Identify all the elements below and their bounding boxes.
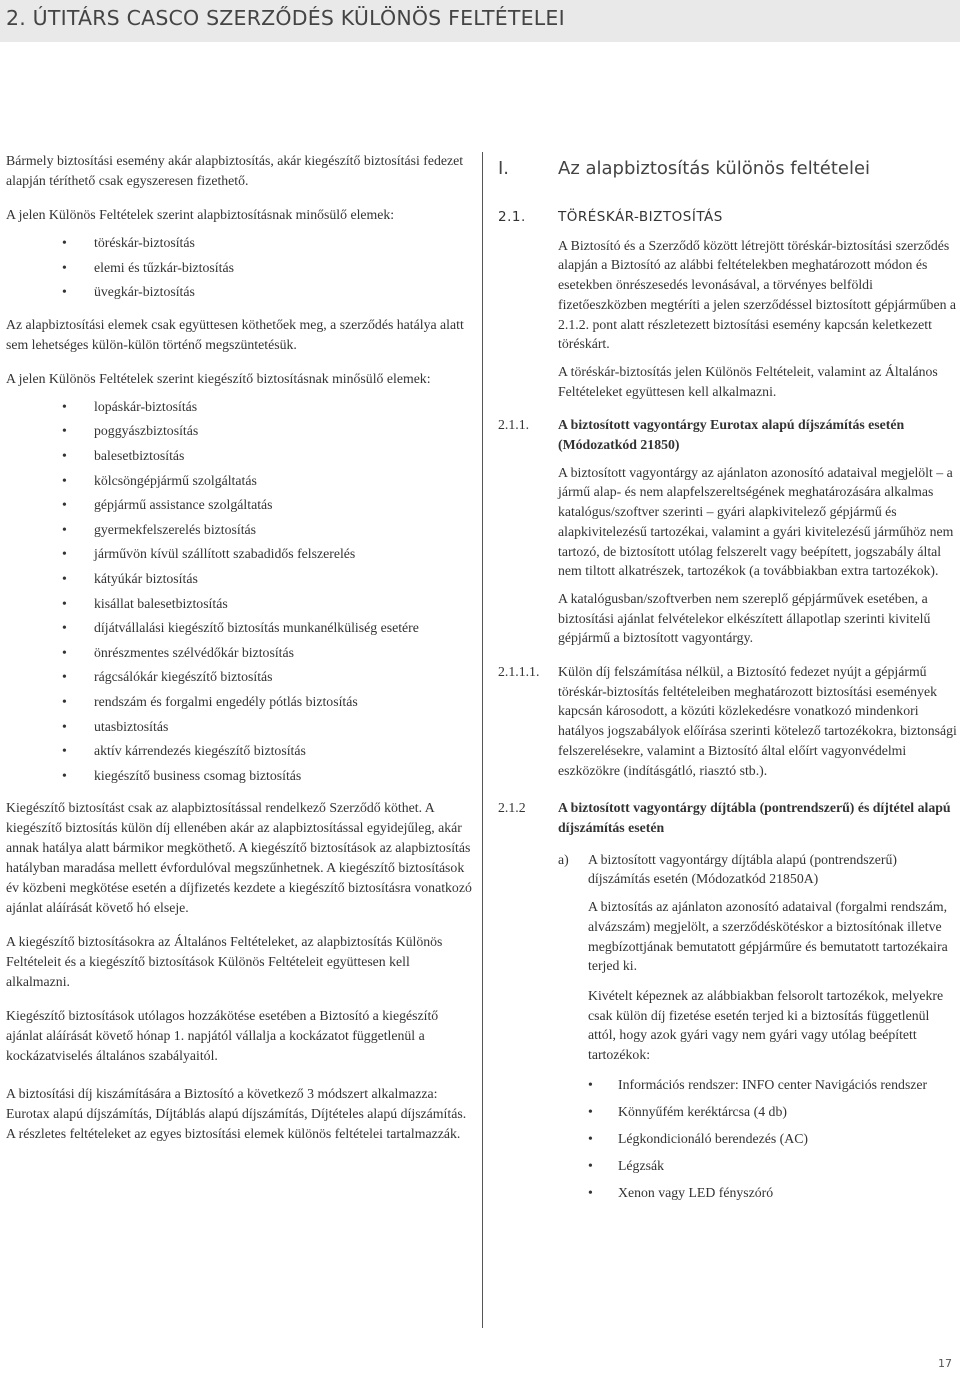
list-item: • utasbiztosítás (6, 715, 472, 740)
paragraph: A kiegészítő biztosításokra az Általános Feltételeket, az alapbiztosítás Különös Feltételeit és a kiegészítő biztosítások Különös Feltételeit együttesen kell alkalmazni. (6, 934, 443, 990)
paragraph: Az alapbiztosítási elemek csak együttesen köthetőek meg, a szerződés hatálya alatt sem lehetséges külön-külön történő megszüntetésük. (6, 316, 464, 352)
clause-a (558, 850, 960, 889)
clause-number: 2.1.1.1. (498, 664, 540, 680)
list-item: • Könnyűfém keréktárcsa (4 db) (588, 1102, 960, 1122)
page-header (0, 0, 960, 42)
list-item: • aktív kárrendezés kiegészítő biztosítás (6, 739, 472, 764)
list-item: • gyermekfelszerelés biztosítás (6, 518, 472, 543)
list-item: • rágcsálókár kiegészítő biztosítás (6, 665, 472, 690)
paragraph: Kiegészítő biztosítások utólagos hozzákötése esetében a Biztosító a kiegészítő ajánlat aláírását követő hónap 1. napjától vállalja a kockázatot függetlenül a kockázatviselés általános szabályaitól. (6, 1008, 439, 1064)
subsection-number: 2.1. (498, 209, 526, 225)
paragraph: A jelen Különös Feltételek szerint alapbiztosításnak minősülő elemek: (6, 207, 395, 222)
clause-number: 2.1.2 (498, 800, 526, 816)
page-number: 17 (938, 1357, 952, 1370)
paragraph: Kiegészítő biztosítást csak az alapbiztosítással rendelkező Szerződő köthet. A kiegészítő biztosítás külön díj ellenében akár az alapbiztosítással egyidejűleg, akár annak hatálya alatt bármikor megköthető. A kiegészítő biztosítások az alapbiztosítás hatályban maradása mellett évfordulóval megszűnhetnek. A kiegészítő biztosítások év közbeni megkötése esetén a díjfizetés kezdete a kiegészítő biztosításra vonatkozó ajánlat aláírását követő hó elseje. (6, 800, 472, 916)
clause-text: Külön díj felszámítása nélkül, a Biztosító fedezet nyújt a gépjármű töréskár-biztosítás feltételeiben meghatározott biztosítási események kapcsán károsodott, a közúti közlekedésre vonatkozó mindenkori hatályos jogszabályok előírása szerinti kötelező tartozékokra, biztonsági felszerelésekre, valamint a Biztosító által előírt vagyonvédelmi eszközökre (indításgátló, riasztó stb.). (558, 664, 957, 778)
paragraph: Kivételt képeznek az alábbiakban felsorolt tartozékok, melyekre csak külön díj fizetése esetén terjed ki a biztosítás függetlenül attól, hogy azok gyári vagy nem gyári vagy utólag beépített tartozékok: (588, 987, 944, 1063)
accessory-list (588, 1075, 960, 1203)
list-item: • Légkondicionáló berendezés (AC) (588, 1129, 960, 1149)
clause-a-body (588, 897, 960, 1203)
paragraph: A biztosítási díj kiszámítására a Biztosító a következő 3 módszert alkalmazza: Eurotax alapú díjszámítás, Díjtáblás alapú díjszámítás, Díjtételes alapú díjszámítás. A részletes feltételeket az egyes biztosítási elemek különös feltételei tartalmazzák. (6, 1086, 467, 1142)
clause-title: A biztosított vagyontárgy díjtábla (pontrendszerű) és díjtétel alapú díjszámítás esetén (558, 800, 951, 835)
section-heading (498, 152, 960, 186)
paragraph: A biztosítás az ajánlaton azonosító adataival (forgalmi rendszám, alvázszám) megjelölt, a szerződéskötéskor a biztosítónak illetve megbízottjának bemutatott gépjárműre és bemutatott tartozékaira terjed ki. (588, 899, 948, 974)
left-column (6, 151, 472, 1144)
clause-letter: a) (558, 851, 569, 867)
list-item: • önrészmentes szélvédőkár biztosítás (6, 641, 472, 666)
supplementary-insurance-list (6, 395, 472, 789)
list-item: • díjátvállalási kiegészítő biztosítás munkanélküliség esetére (6, 616, 472, 641)
subsection-heading (498, 208, 960, 228)
list-item: • töréskár-biztosítás (6, 231, 472, 256)
clause-body (558, 463, 960, 648)
list-item: • kölcsöngépjármű szolgáltatás (6, 469, 472, 494)
section-number: I. (498, 158, 510, 179)
list-item: • járművön kívül szállított szabadidős felszerelés (6, 542, 472, 567)
subsection-body (558, 236, 960, 402)
clause-text: A biztosított vagyontárgy díjtábla alapú (pontrendszerű) díjszámítás esetén (Módozatkód 21850A) (588, 851, 897, 887)
list-item: • üvegkár-biztosítás (6, 280, 472, 305)
list-item: • Légzsák (588, 1156, 960, 1176)
list-item: • gépjármű assistance szolgáltatás (6, 493, 472, 518)
list-item: • kiegészítő business csomag biztosítás (6, 764, 472, 789)
clause-number: 2.1.1. (498, 417, 530, 433)
list-item: • lopáskár-biztosítás (6, 395, 472, 420)
list-item: • kisállat balesetbiztosítás (6, 592, 472, 617)
right-column (498, 152, 960, 1210)
list-item: • poggyászbiztosítás (6, 419, 472, 444)
page-title: 2. ÚTITÁRS CASCO SZERZŐDÉS KÜLÖNÖS FELTÉTELEI (6, 6, 565, 30)
list-item: • Információs rendszer: INFO center Navigációs rendszer (588, 1075, 960, 1095)
clause-title: A biztosított vagyontárgy Eurotax alapú díjszámítás esetén (Módozatkód 21850) (558, 417, 905, 453)
list-item: • elemi és tűzkár-biztosítás (6, 256, 472, 281)
column-divider (482, 152, 483, 1328)
list-item: • balesetbiztosítás (6, 444, 472, 469)
clause-2-1-2 (498, 798, 960, 837)
list-item: • kátyúkár biztosítás (6, 567, 472, 592)
paragraph: A katalógusban/szoftverben nem szereplő gépjárművek esetében, a biztosítási ajánlat felvételekor elkészített állapotlap szerinti kivitelű gépjármű a biztosított vagyontárgy. (558, 590, 931, 646)
section-title: Az alapbiztosítás különös feltételei (558, 158, 871, 179)
base-insurance-list (6, 231, 472, 305)
clause-2-1-1-1 (498, 662, 960, 780)
list-item: • rendszám és forgalmi engedély pótlás biztosítás (6, 690, 472, 715)
subsection-title: TÖRÉSKÁR-BIZTOSÍTÁS (558, 209, 723, 225)
paragraph: A biztosított vagyontárgy az ajánlaton azonosító adataival megjelölt – a jármű alap- és nem alapfelszereltségének meghatározására alkalmas katalógus/szoftver szerinti – gyári alapkivitelező gépjármű és alapkivitelezésű tartozékai, valamint a gyári kivitelezésű járműhöz nem tartozó, de biztosított utólag felszerelt vagy beépített, jogszabály által nem tiltott alkatrészek, tartozékok (a továbbiakban extra tartozékok). (558, 464, 954, 579)
list-item: • Xenon vagy LED fényszóró (588, 1183, 960, 1203)
paragraph: A Biztosító és a Szerződő között létrejött töréskár-biztosítási szerződés alapján a Biztosító az alábbi feltételekben meghatározott módon és esetekben önrészesedés levonásával, a törvényes belföldi fizetőeszközben megtéríti a jelen szerződéssel biztosított gépjárműben a 2.1.2. pont alatt részletezett biztosítási esemény kapcsán keletkezett töréskárt. (558, 237, 957, 352)
paragraph: A jelen Különös Feltételek szerint kiegészítő biztosításnak minősülő elemek: (6, 370, 431, 386)
paragraph: A töréskár-biztosítás jelen Különös Feltételeit, valamint az Általános Feltételeket együttesen kell alkalmazni. (558, 363, 938, 399)
paragraph: Bármely biztosítási esemény akár alapbiztosítás, akár kiegészítő biztosítási fedezet alapján téríthető csak egyszeresen fizethető. (6, 153, 464, 188)
clause-2-1-1 (498, 415, 960, 454)
